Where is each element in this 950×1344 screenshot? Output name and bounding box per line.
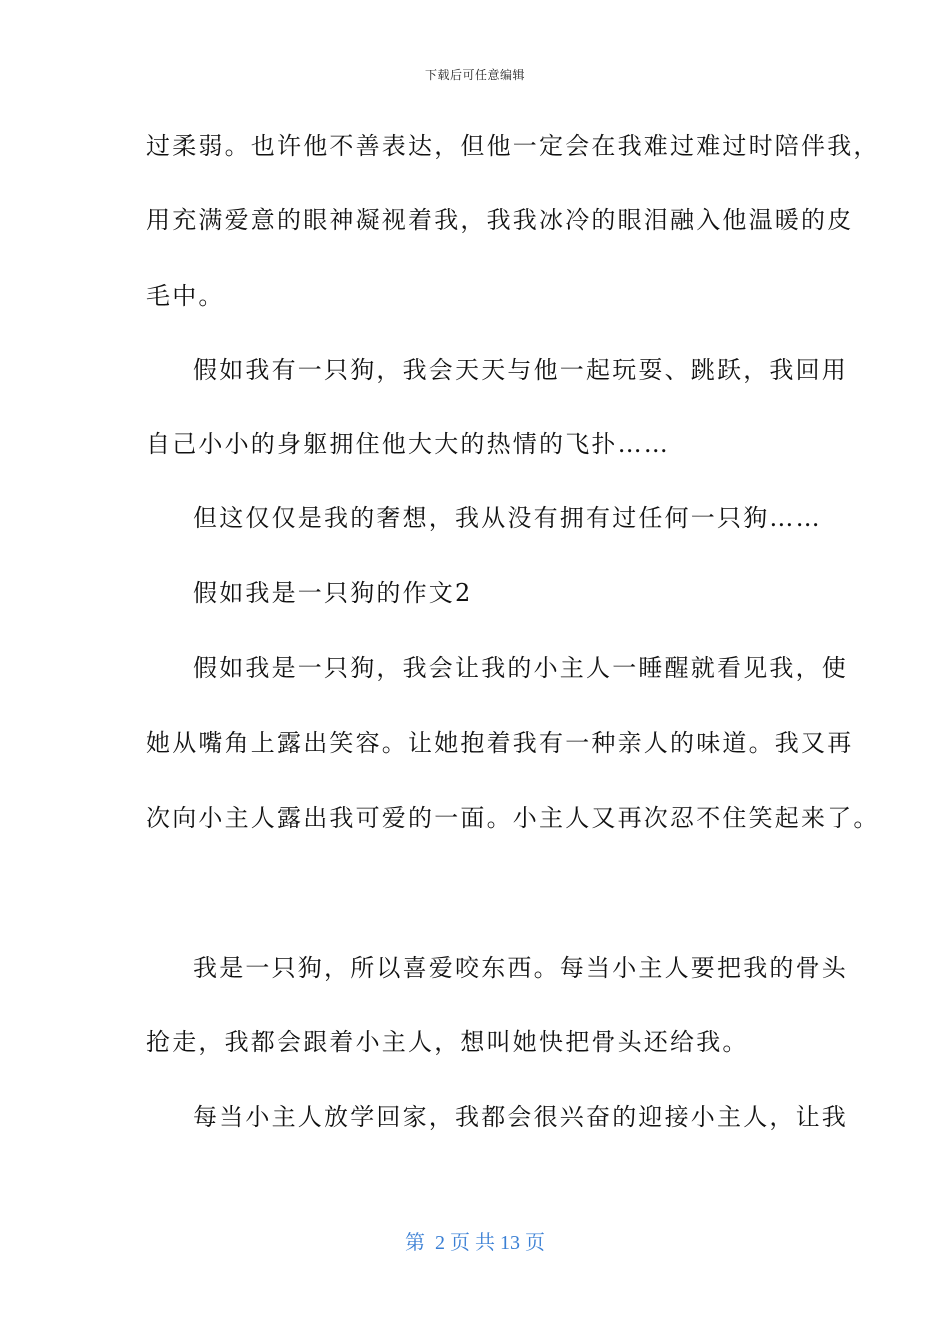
header-note: 下载后可任意编辑 xyxy=(424,68,525,82)
body-line: 自己小小的身躯拥住他大大的热情的飞扑…… xyxy=(146,430,670,458)
body-line: 用充满爱意的眼神凝视着我，我我冰冷的眼泪融入他温暖的皮 xyxy=(146,206,854,234)
body-line: 抢走，我都会跟着小主人，想叫她快把骨头还给我。 xyxy=(146,1028,749,1056)
body-line: 毛中。 xyxy=(146,282,225,310)
body-line: 但这仅仅是我的奢想，我从没有拥有过任何一只狗…… xyxy=(193,504,822,532)
body-line: 每当小主人放学回家，我都会很兴奋的迎接小主人，让我 xyxy=(193,1103,848,1131)
body-line: 次向小主人露出我可爱的一面。小主人又再次忍不住笑起来了。 xyxy=(146,804,880,832)
page-number: 第 2 页 共 13 页 xyxy=(405,1232,545,1254)
section-heading: 假如我是一只狗的作文2 xyxy=(193,579,473,607)
body-line: 我是一只狗，所以喜爱咬东西。每当小主人要把我的骨头 xyxy=(193,954,848,982)
body-line: 假如我有一只狗，我会天天与他一起玩耍、跳跃，我回用 xyxy=(193,356,848,384)
body-line: 她从嘴角上露出笑容。让她抱着我有一种亲人的味道。我又再 xyxy=(146,729,854,757)
body-line: 假如我是一只狗，我会让我的小主人一睡醒就看见我，使 xyxy=(193,654,848,682)
body-line: 过柔弱。也许他不善表达，但他一定会在我难过难过时陪伴我， xyxy=(146,132,880,160)
